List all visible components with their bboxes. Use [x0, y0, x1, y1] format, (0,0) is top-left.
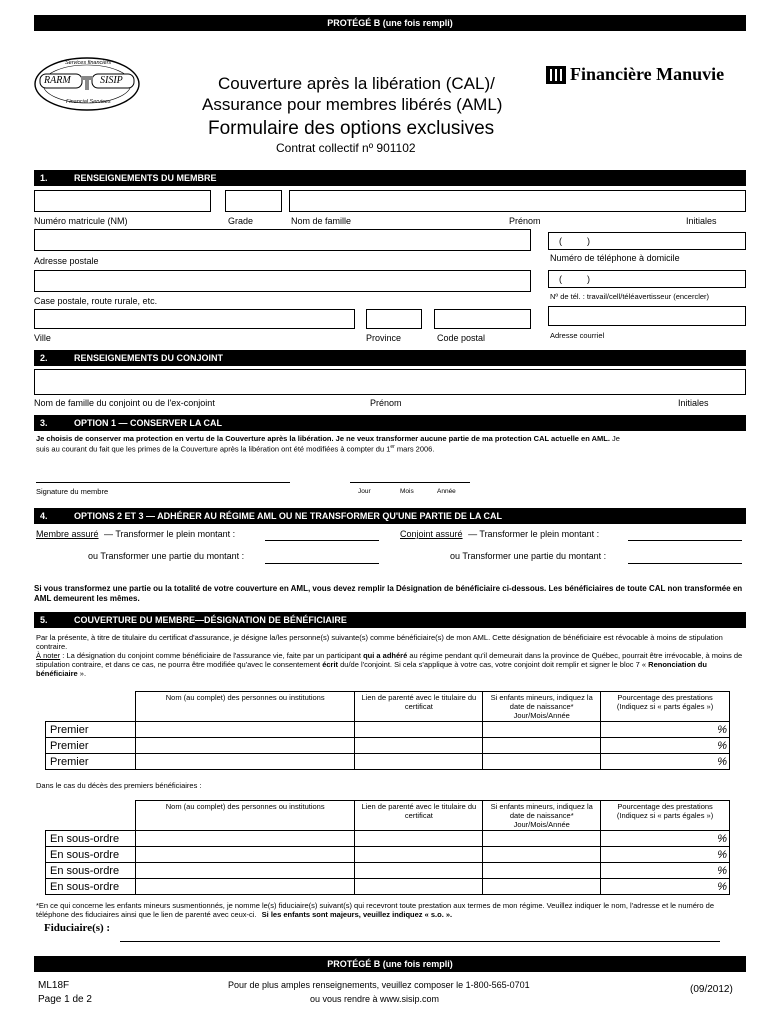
spouse-name-input[interactable] — [34, 369, 746, 395]
col-name-header: Nom (au complet) des personnes ou institutions — [135, 692, 355, 722]
name-cell[interactable] — [135, 722, 355, 738]
year-label: Année — [437, 488, 456, 495]
initiales-label: Initiales — [686, 216, 717, 226]
col-relation-header: Lien de parenté avec le titulaire du certificat — [355, 801, 483, 831]
percent-cell[interactable]: % — [601, 847, 730, 863]
col-relation-header: Lien de parenté avec le titulaire du certificat — [355, 692, 483, 722]
table-row — [46, 831, 730, 847]
name-cell[interactable] — [135, 847, 355, 863]
spouse-nom-label: Nom de famille du conjoint ou de l'ex-conjoint — [34, 398, 215, 408]
dob-cell[interactable] — [483, 722, 601, 738]
note-text-2: au régime pendant qu'il demeurait dans la province de Québec, pourrait être irrévocable, à moins de stipulation contraire, et dans ce cas, ne pourra être modifiée qu'avec le consentement — [36, 651, 743, 669]
sisip-right-text: SISIP — [100, 75, 123, 86]
name-cell[interactable] — [135, 754, 355, 770]
po-box-label: Case postale, route rurale, etc. — [34, 296, 158, 306]
note-label: À noter — [36, 651, 61, 660]
month-label: Mois — [400, 488, 414, 495]
protected-banner-bottom — [34, 956, 746, 972]
option1-norm2: suis au courant du fait que les primes de la Couverture après la libération ont été modifiées à compter du 1 — [36, 444, 391, 454]
section-2-title: RENSEIGNEMENTS DU CONJOINT — [74, 353, 224, 363]
percent-cell[interactable]: % — [601, 754, 730, 770]
row-label: Premier — [46, 722, 136, 738]
col-dob-header: Si enfants mineurs, indiquez la date de naissance* Jour/Mois/Année — [483, 692, 601, 722]
section-2-number: 2. — [40, 353, 48, 363]
address-label: Adresse postale — [34, 256, 99, 266]
name-cell[interactable] — [135, 879, 355, 895]
note-text-1: : La désignation du conjoint comme bénéficiaire de l'assurance vie, faite par un participant — [60, 651, 364, 660]
percent-cell[interactable]: % — [601, 722, 730, 738]
option1-text — [36, 434, 744, 454]
form-code: ML18F — [38, 980, 70, 991]
option1-bold: Je choisis de conserver ma protection en vertu de la Couverture après la libération. Je ne veux transformer aucune partie de ma protection CAL actuelle en AML. — [36, 434, 610, 443]
dob-cell[interactable] — [483, 754, 601, 770]
page-title: Formulaire des options exclusives — [208, 118, 495, 139]
work-phone-prefix: ( ) — [559, 274, 590, 284]
day-label: Jour — [358, 488, 371, 495]
spouse-insured-text: Conjoint assuré — [400, 529, 463, 539]
percent-cell[interactable]: % — [601, 863, 730, 879]
dob-cell[interactable] — [483, 879, 601, 895]
member-full-amount-line[interactable] — [265, 540, 379, 541]
row-label: Premier — [46, 754, 136, 770]
member-insured-label — [36, 529, 235, 539]
col-dob-header: Si enfants mineurs, indiquez la date de naissance* Jour/Mois/Année — [483, 801, 601, 831]
table-row — [46, 863, 730, 879]
option1-norm1: Je — [612, 434, 620, 443]
section-5-header — [34, 612, 746, 628]
note-text-4: ». — [77, 669, 87, 678]
header-line2: Assurance pour membres libérés (AML) — [202, 95, 503, 114]
po-box-input[interactable] — [34, 270, 531, 292]
name-cell[interactable] — [135, 831, 355, 847]
table-corner — [46, 801, 136, 831]
col-percent-header: Pourcentage des prestations (Indiquez si « parts égales ») — [601, 801, 730, 831]
grade-label: Grade — [228, 216, 254, 226]
section-5-number: 5. — [40, 615, 48, 625]
section-3-number: 3. — [40, 418, 48, 428]
name-cell[interactable] — [135, 738, 355, 754]
sisip-logo — [32, 56, 142, 112]
spouse-full-amount-line[interactable] — [628, 540, 742, 541]
table-row — [46, 879, 730, 895]
section-4-header — [34, 508, 746, 524]
section-4-title: OPTIONS 2 ET 3 — ADHÉRER AU RÉGIME AML OU NE TRANSFORMER QU'UNE PARTIE DE LA CAL — [74, 511, 502, 521]
city-input[interactable] — [34, 309, 355, 329]
row-label: En sous-ordre — [46, 863, 136, 879]
col-percent-header: Pourcentage des prestations (Indiquez si « parts égales ») — [601, 692, 730, 722]
section-5-title: COUVERTURE DU MEMBRE—DÉSIGNATION DE BÉNÉFICIAIRE — [74, 615, 347, 625]
primary-beneficiary-table — [45, 691, 730, 770]
member-partial-amount-line[interactable] — [265, 563, 379, 564]
note-bold-3: Renonciation du bénéficiaire — [36, 660, 707, 678]
dob-cell[interactable] — [483, 863, 601, 879]
postal-code-input[interactable] — [434, 309, 531, 329]
option1-norm3: mars 2006. — [394, 444, 435, 454]
city-label: Ville — [34, 333, 51, 343]
footnote-bold: Si les enfants sont majeurs, veuillez indiquez « s.o. ». — [261, 910, 453, 919]
note-text-3: du/de l'conjoint. Si cela s'applique à votre cas, votre conjoint doit remplir et signer le bloc 7 « — [338, 660, 649, 669]
work-phone-input[interactable] — [548, 270, 746, 288]
contingent-beneficiary-table — [45, 800, 730, 895]
section-3-header — [34, 415, 746, 431]
row-label: En sous-ordre — [46, 879, 136, 895]
signature-line[interactable] — [36, 482, 290, 483]
protected-label-bottom: PROTÉGÉ B (une fois rempli) — [327, 959, 453, 969]
option1-sup: er — [390, 444, 395, 450]
relation-cell[interactable] — [355, 847, 483, 863]
sisip-arc-bottom: Financial Services — [66, 99, 111, 105]
section-1-title: RENSEIGNEMENTS DU MEMBRE — [74, 173, 217, 183]
designation-note — [36, 651, 744, 678]
percent-cell[interactable]: % — [601, 879, 730, 895]
note-bold-1: qui a adhéré — [363, 651, 408, 660]
email-label: Adresse courriel — [550, 331, 605, 340]
footer-info-1: Pour de plus amples renseignements, veuillez composer le 1-800-565-0701 — [228, 980, 530, 990]
province-input[interactable] — [366, 309, 422, 329]
grade-input[interactable] — [225, 190, 282, 212]
email-input[interactable] — [548, 306, 746, 326]
home-phone-prefix: ( ) — [559, 236, 590, 246]
postal-code-label: Code postal — [437, 333, 486, 343]
header-line1: Couverture après la libération (CAL)/ — [218, 74, 495, 93]
spouse-initiales-label: Initiales — [678, 398, 709, 408]
nm-label: Numéro matricule (NM) — [34, 216, 128, 226]
footer-info-2: ou vous rendre à www.sisip.com — [310, 994, 440, 1004]
spouse-full-label: — Transformer le plein montant : — [468, 529, 600, 539]
prenom-label: Prénom — [509, 216, 541, 226]
manulife-icon — [546, 66, 566, 84]
spouse-insured-label — [400, 529, 599, 539]
section-1-header — [34, 170, 746, 186]
table-row — [46, 754, 730, 770]
sisip-arc-top: Services financiers — [65, 60, 112, 66]
section-4-number: 4. — [40, 511, 48, 521]
date-line[interactable] — [350, 482, 470, 483]
percent-cell[interactable]: % — [601, 738, 730, 754]
page-number: Page 1 de 2 — [38, 994, 92, 1005]
spouse-partial-amount-line[interactable] — [628, 563, 742, 564]
percent-cell[interactable]: % — [601, 831, 730, 847]
aml-note: Si vous transformez une partie ou la totalité de votre couverture en AML, vous devez remplir la Désignation de bénéficiaire ci-dessous. Les bénéficiaires de toute CAL non transformée en AML demeurent les mêmes. — [34, 584, 743, 603]
table-row — [46, 738, 730, 754]
col-name-header: Nom (au complet) des personnes ou institutions — [135, 801, 355, 831]
footnote-text: *En ce qui concerne les enfants mineurs susmentionnés, je nomme le(s) fiduciaire(s) suivant(s) qui recevront toute prestation aux termes de mon régime. Veuillez indiquer le nom, l'adresse et le numéro de téléphone des fiduciaires ainsi que le lien de parenté avec ceux-ci. — [36, 901, 715, 919]
work-phone-label: Nº de tél. : travail/cell/téléavertisseur (encercler) — [550, 292, 710, 301]
row-label: Premier — [46, 738, 136, 754]
relation-cell[interactable] — [355, 738, 483, 754]
relation-cell[interactable] — [355, 831, 483, 847]
relation-cell[interactable] — [355, 863, 483, 879]
province-label: Province — [366, 333, 402, 343]
name-input[interactable] — [289, 190, 746, 212]
section-3-title: OPTION 1 — CONSERVER LA CAL — [74, 418, 223, 428]
signature-label: Signature du membre — [36, 487, 109, 496]
relation-cell[interactable] — [355, 722, 483, 738]
dob-cell[interactable] — [483, 847, 601, 863]
spouse-prenom-label: Prénom — [370, 398, 402, 408]
protected-label: PROTÉGÉ B (une fois rempli) — [327, 18, 453, 28]
manulife-name: Financière Manuvie — [570, 64, 725, 84]
relation-cell[interactable] — [355, 879, 483, 895]
protected-banner-top — [34, 15, 746, 31]
table-row — [46, 847, 730, 863]
nom-label: Nom de famille — [291, 216, 352, 226]
trustee-label: Fiduciaire(s) : — [44, 922, 111, 934]
row-label: En sous-ordre — [46, 847, 136, 863]
form-date: (09/2012) — [690, 984, 733, 995]
row-label: En sous-ordre — [46, 831, 136, 847]
table-corner — [46, 692, 136, 722]
minor-children-footnote — [36, 901, 746, 919]
section-1-number: 1. — [40, 173, 48, 183]
contract-number: Contrat collectif nº 901102 — [276, 141, 416, 155]
member-insured-text: Membre assuré — [36, 529, 99, 539]
nm-input[interactable] — [34, 190, 211, 212]
member-full-label: — Transformer le plein montant : — [104, 529, 236, 539]
note-bold-2: écrit — [322, 660, 339, 669]
address-input[interactable] — [34, 229, 531, 251]
home-phone-input[interactable] — [548, 232, 746, 250]
relation-cell[interactable] — [355, 754, 483, 770]
home-phone-label: Numéro de téléphone à domicile — [550, 253, 680, 263]
table-row — [46, 722, 730, 738]
member-partial-label: ou Transformer une partie du montant : — [88, 551, 245, 561]
deces-label: Dans le cas du décès des premiers bénéficiaires : — [36, 781, 202, 790]
spouse-partial-label: ou Transformer une partie du montant : — [450, 551, 607, 561]
dob-cell[interactable] — [483, 831, 601, 847]
trustee-line[interactable] — [120, 941, 720, 942]
dob-cell[interactable] — [483, 738, 601, 754]
designation-paragraph: Par la présente, à titre de titulaire du certificat d'assurance, je désigne la/les personne(s) suivante(s) comme bénéficiaire(s) de mon AML. Cette désignation de bénéficiaire est révocable à moins de stipulation contraire. — [36, 633, 723, 651]
name-cell[interactable] — [135, 863, 355, 879]
sisip-left-text: RARM — [44, 75, 71, 86]
section-2-header — [34, 350, 746, 366]
